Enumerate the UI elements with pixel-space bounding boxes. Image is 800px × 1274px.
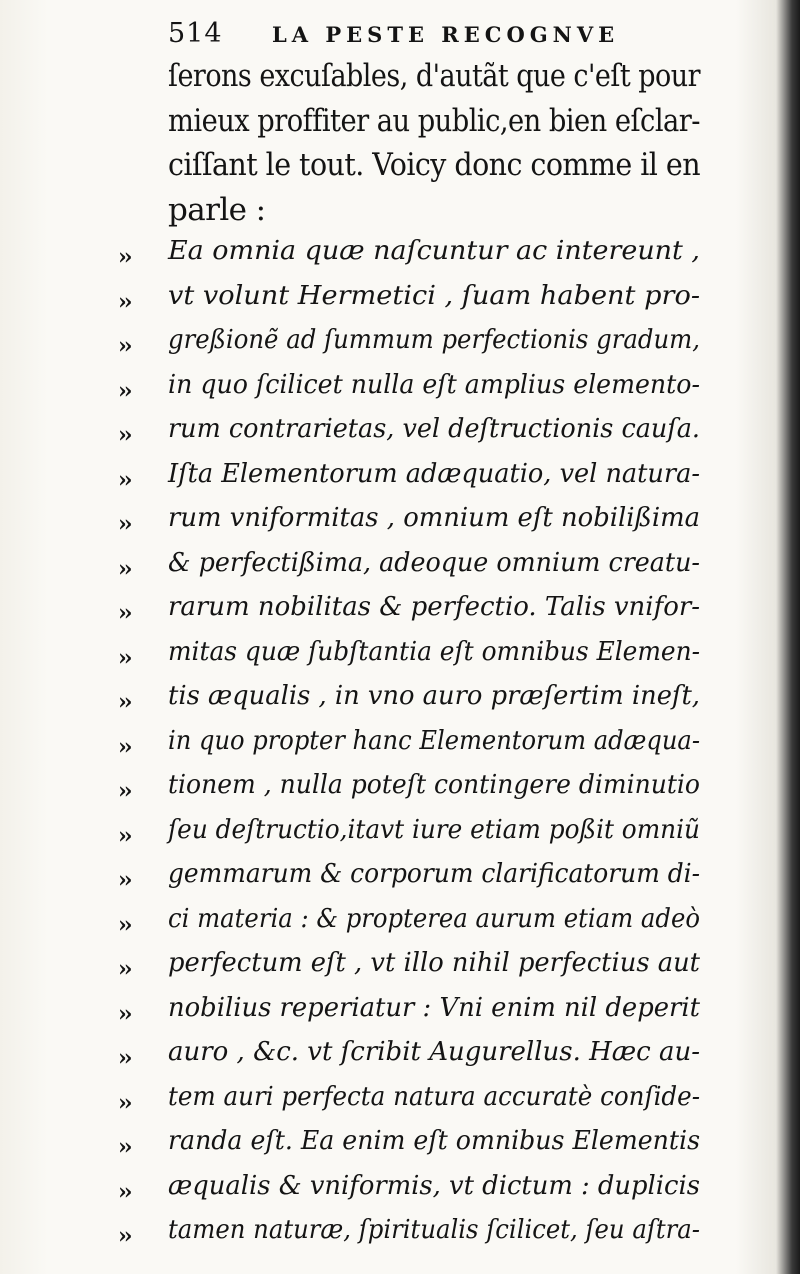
text-line [0, 325, 800, 371]
line-text: parle : [168, 191, 266, 228]
quotation-marker: ›› [118, 689, 130, 715]
text-line [0, 503, 800, 549]
quotation-marker: ›› [118, 333, 130, 359]
text-line [0, 1082, 800, 1128]
line-text: auro , &c. vt ſcribit Augurellus. Hæc au- [168, 1037, 700, 1067]
quotation-marker: ›› [118, 377, 130, 404]
line-text: ciſſant le tout. Voicy donc comme il en [168, 147, 700, 183]
text-line [0, 1215, 800, 1261]
page-number: 514 [168, 18, 223, 49]
quotation-marker: ›› [118, 1178, 130, 1205]
text-line [0, 993, 800, 1039]
quotation-marker: ›› [118, 555, 130, 582]
quotation-marker: ›› [118, 778, 130, 804]
line-text: randa eſt. Ea enim eſt omnibus Elementis [168, 1126, 700, 1156]
text-line [0, 592, 800, 638]
text-line [0, 103, 800, 149]
quotation-marker: ›› [118, 1223, 130, 1249]
text-line [0, 859, 800, 905]
text-line [0, 459, 800, 505]
line-text: mieux proffiter au public,en bien eſclar- [168, 102, 700, 139]
text-line [0, 281, 800, 327]
quotation-marker: ›› [118, 733, 130, 760]
line-text: mitas quæ ſubſtantia eſt omnibus Elemen- [168, 636, 700, 667]
line-text: tionem , nulla poteſt contingere diminutio [168, 770, 700, 800]
quotation-marker: ›› [118, 911, 130, 938]
line-text: in quo propter hanc Elementorum adæqua- [168, 725, 700, 756]
text-line [0, 1126, 800, 1172]
text-line [0, 370, 800, 416]
text-line [0, 1037, 800, 1083]
text-line [0, 147, 800, 193]
line-text: rum vniformitas , omnium eſt nobilißima [168, 503, 700, 533]
line-text: ci materia : & propterea aurum etiam adeò [168, 903, 700, 934]
quotation-marker: ›› [118, 244, 130, 270]
line-text: greßionẽ ad ſummum perfectionis gradum, [168, 325, 700, 355]
line-text: perfectum eſt , vt illo nihil perfectius aut [168, 948, 700, 978]
quotation-marker: ›› [118, 600, 130, 626]
quotation-marker: ›› [118, 1000, 130, 1027]
text-line [0, 948, 800, 994]
line-text: rum contrarietas, vel deſtructionis cauſa. [168, 414, 700, 444]
text-line [0, 681, 800, 727]
quotation-marker: ›› [118, 644, 130, 671]
text-line [0, 815, 800, 861]
quotation-marker: ›› [118, 466, 130, 493]
line-text: & perfectißima, adeoque omnium creatu- [168, 547, 700, 578]
quotation-marker: ›› [118, 1045, 130, 1071]
text-line [0, 770, 800, 816]
line-text: in quo ſcilicet nulla eſt amplius elemento- [168, 369, 700, 400]
page-header [168, 18, 728, 54]
quotation-marker: ›› [118, 822, 130, 849]
line-text: Iſta Elementorum adæquatio, vel natura- [168, 458, 700, 489]
quotation-marker: ›› [118, 867, 130, 893]
quotation-marker: ›› [118, 422, 130, 448]
line-text: æqualis & vniformis, vt dictum : duplicis [168, 1170, 700, 1201]
line-text: ſeu deſtructio,itavt iure etiam poßit omniũ [168, 814, 700, 845]
line-text: ſerons excuſables, d'autãt que c'eſt pour [168, 58, 700, 94]
text-line [0, 637, 800, 683]
line-text: nobilius reperiatur : Vni enim nil deperit [168, 992, 700, 1023]
running-head: LA PESTE RECOGNVE [272, 22, 620, 47]
text-line [0, 192, 800, 238]
line-text: tem auri perfecta natura accuratè conſide- [168, 1081, 700, 1112]
line-text: rarum nobilitas & perfectio. Talis vnifor- [168, 592, 700, 622]
text-line [0, 58, 800, 104]
quotation-marker: ›› [118, 956, 130, 982]
line-text: gemmarum & corporum clarificatorum di- [168, 859, 700, 889]
text-line [0, 548, 800, 594]
quotation-marker: ›› [118, 511, 130, 537]
text-line [0, 414, 800, 460]
text-line [0, 236, 800, 282]
text-line [0, 1171, 800, 1217]
line-text: Ea omnia quæ naſcuntur ac intereunt , [168, 236, 700, 266]
text-line [0, 904, 800, 950]
line-text: tis æqualis , in vno auro præſertim ineſt, [168, 681, 700, 711]
quotation-marker: ›› [118, 1089, 130, 1116]
text-line [0, 726, 800, 772]
quotation-marker: ›› [118, 1134, 130, 1160]
line-text: tamen naturæ, ſpiritualis ſcilicet, ſeu aſtra- [168, 1215, 700, 1245]
line-text: vt volunt Hermetici , ſuam habent pro- [168, 280, 700, 311]
quotation-marker: ›› [118, 288, 130, 315]
